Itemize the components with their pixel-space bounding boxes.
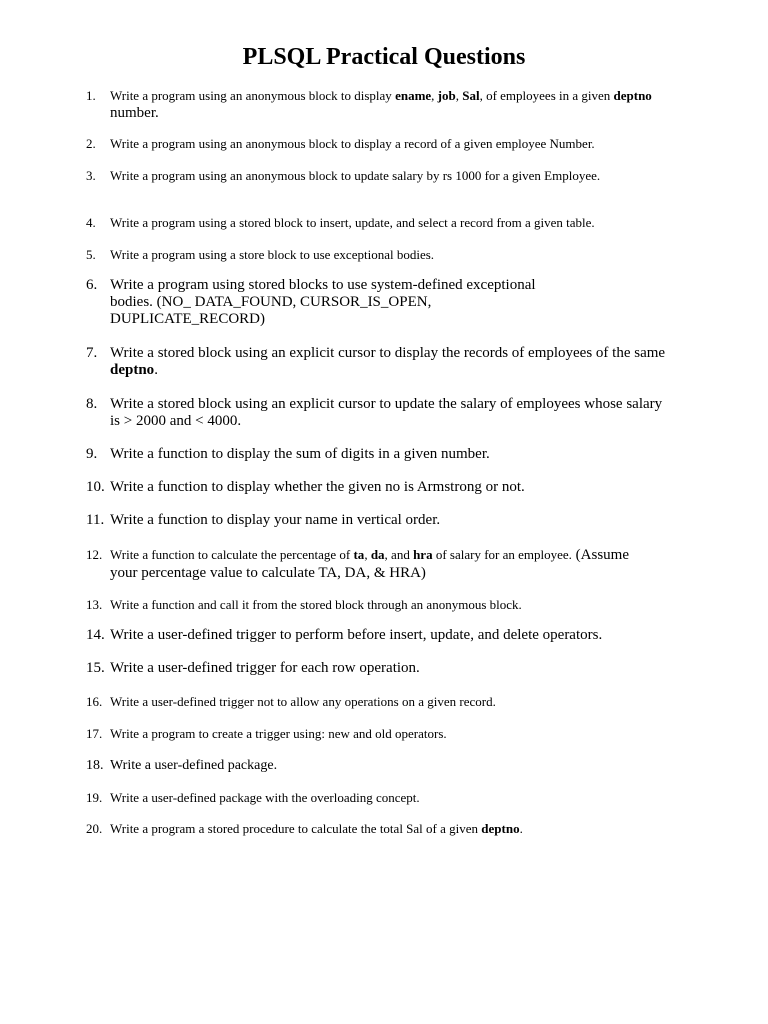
- question-17: [86, 725, 716, 742]
- question-text: Write a program using an anonymous block to update salary by rs 1000 for a given Employee.: [110, 168, 601, 183]
- question-number: 19.: [86, 790, 103, 805]
- question-text: Write a program using stored blocks to use system-defined exceptional bodies. (NO_ DATA_FOUND, CURSOR_IS_OPEN, DUPLICATE_RECORD): [110, 277, 536, 327]
- question-number: 7.: [86, 345, 98, 361]
- question-number: 15.: [86, 660, 105, 676]
- question-1: [86, 87, 716, 122]
- question-number: 2.: [86, 136, 96, 151]
- question-text: Write a user-defined package with the overloading concept.: [110, 790, 420, 805]
- question-19: [86, 789, 716, 806]
- question-10: [86, 479, 716, 496]
- question-7: [86, 345, 716, 379]
- question-13: [86, 596, 716, 613]
- question-11: [86, 512, 716, 529]
- question-20: [86, 820, 716, 837]
- question-text: Write a program using a stored block to insert, update, and select a record from a given table.: [110, 215, 595, 230]
- question-12: [86, 546, 716, 582]
- question-number: 3.: [86, 168, 96, 183]
- question-text: Write a user-defined package.: [110, 758, 278, 773]
- question-number: 9.: [86, 446, 98, 462]
- question-8: [86, 396, 716, 430]
- question-text: Write a program using an anonymous block to display ename, job, Sal, of employees in a given deptno number.: [110, 88, 652, 121]
- question-number: 10.: [86, 479, 105, 495]
- question-number: 8.: [86, 396, 98, 412]
- question-text: Write a function to display your name in vertical order.: [110, 512, 441, 528]
- question-number: 17.: [86, 726, 103, 741]
- question-number: 18.: [86, 758, 104, 773]
- question-18: [86, 757, 716, 774]
- question-number: 12.: [86, 547, 103, 562]
- question-6: [86, 277, 716, 328]
- question-text: Write a program using a store block to use exceptional bodies.: [110, 247, 435, 262]
- question-16: [86, 693, 716, 710]
- question-text: Write a function to calculate the percentage of ta, da, and hra of salary for an employee. (Assume your percentage value to calculate TA, DA, & HRA): [110, 547, 629, 581]
- question-9: [86, 446, 716, 463]
- question-number: 5.: [86, 247, 96, 262]
- question-text: Write a program a stored procedure to calculate the total Sal of a given deptno.: [110, 821, 523, 836]
- question-15: [86, 660, 716, 677]
- question-5: [86, 246, 716, 263]
- question-3: [86, 167, 716, 184]
- question-number: 4.: [86, 215, 96, 230]
- question-text: Write a function to display whether the given no is Armstrong or not.: [110, 479, 525, 495]
- question-number: 20.: [86, 821, 103, 836]
- question-text: Write a program to create a trigger using: new and old operators.: [110, 726, 447, 741]
- question-text: Write a stored block using an explicit cursor to update the salary of employees whose salary is > 2000 and < 4000.: [110, 396, 663, 429]
- question-number: 16.: [86, 694, 103, 709]
- question-text: Write a user-defined trigger for each row operation.: [110, 660, 420, 676]
- question-text: Write a program using an anonymous block to display a record of a given employee Number.: [110, 136, 595, 151]
- question-number: 6.: [86, 277, 98, 293]
- question-text: Write a user-defined trigger not to allow any operations on a given record.: [110, 694, 496, 709]
- question-number: 13.: [86, 597, 103, 612]
- question-number: 11.: [86, 512, 105, 528]
- question-text: Write a stored block using an explicit cursor to display the records of employees of the same deptno.: [110, 345, 666, 378]
- page-title: PLSQL Practical Questions: [242, 44, 526, 70]
- question-text: Write a function to display the sum of digits in a given number.: [110, 446, 490, 462]
- question-text: Write a function and call it from the stored block through an anonymous block.: [110, 597, 522, 612]
- question-14: [86, 627, 716, 644]
- question-4: [86, 214, 716, 231]
- question-2: [86, 135, 716, 152]
- question-number: 14.: [86, 627, 105, 643]
- question-number: 1.: [86, 88, 96, 103]
- question-text: Write a user-defined trigger to perform before insert, update, and delete operators.: [110, 627, 603, 643]
